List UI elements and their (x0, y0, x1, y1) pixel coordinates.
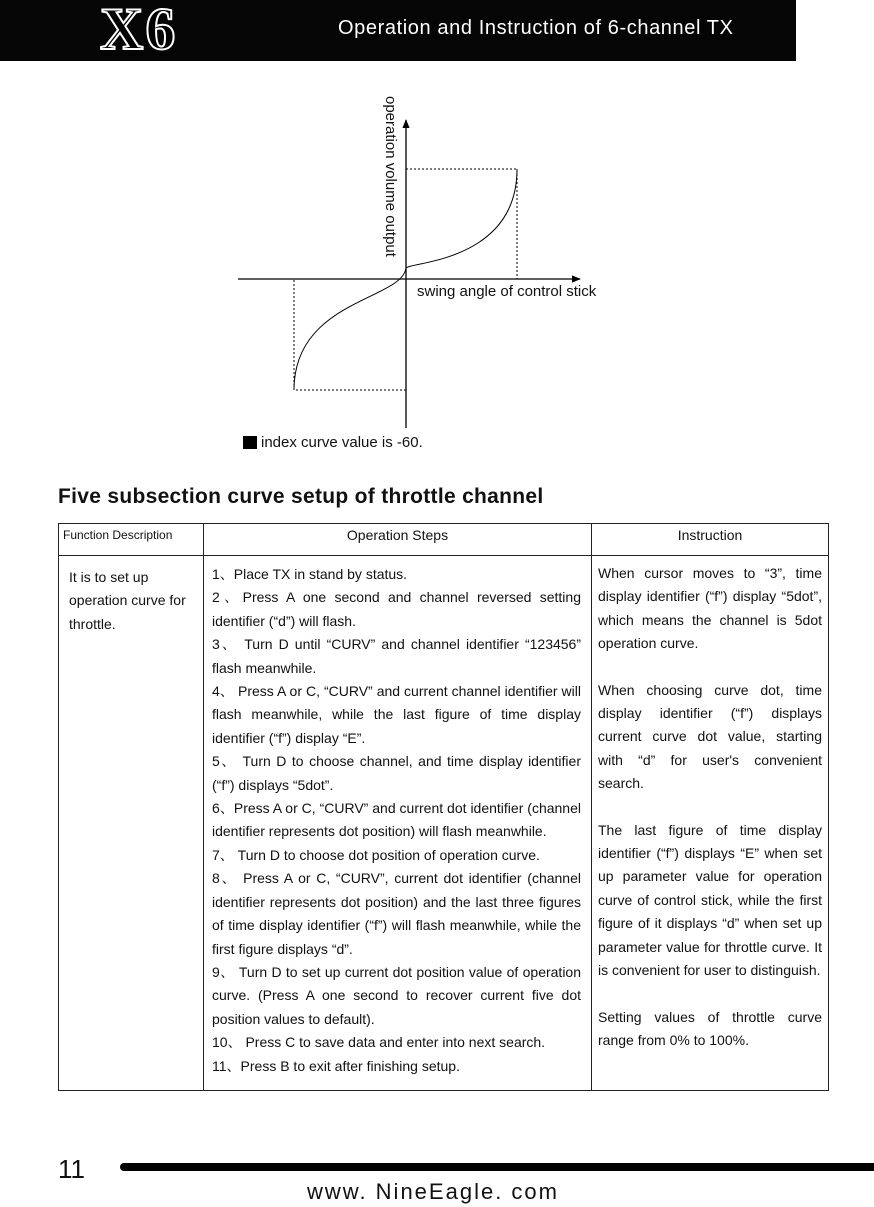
step-item: 6、Press A or C, “CURV” and current dot identifier (channel identifier represents dot position) will flash meanwhile. (212, 800, 581, 840)
footer-divider (120, 1163, 874, 1171)
step-item: 5、 Turn D to choose channel, and time display identifier (“f”) displays “5dot”. (212, 753, 581, 793)
header-operation-steps: Operation Steps (204, 524, 592, 556)
step-item: 3、 Turn D until “CURV” and channel identifier “123456” flash meanwhile. (212, 636, 581, 676)
website-url: www. NineEagle. com (307, 1179, 559, 1204)
figure-caption (243, 434, 423, 451)
legend-square-icon (243, 436, 257, 449)
step-item: 1、Place TX in stand by status. (212, 566, 408, 582)
table-row (59, 556, 829, 1091)
throttle-curve-table (58, 523, 829, 1091)
section-title: Five subsection curve setup of throttle channel (58, 485, 544, 508)
instruction-paragraph: The last figure of time display identifier (“f”) displays “E” when set up parameter value for operation curve of control stick, while the first figure of it displays “d” when set up parameter value for throttle curve. It is convenient for user to distinguish. (598, 821, 822, 979)
page-number: 11 (58, 1154, 85, 1184)
step-item: 2、Press A one second and channel reversed setting identifier (“d”) will flash. (212, 589, 581, 629)
instruction-paragraph: When choosing curve dot, time display identifier (“f”) displays current curve dot value, starting with “d” for user's convenient search. (598, 681, 822, 792)
operation-steps-cell (204, 556, 592, 1091)
instruction-cell (592, 556, 829, 1091)
header-function-description: Function Description (59, 524, 204, 556)
index-curve-graph (0, 61, 874, 441)
step-item: 4、 Press A or C, “CURV” and current channel identifier will flash meanwhile, while the last figure of time display identifier (“f”) display “E”. (212, 683, 581, 746)
instruction-paragraph: When cursor moves to “3”, time display identifier (“f”) display “5dot”, which means the channel is 5dot operation curve. (598, 565, 822, 652)
step-item: 11、Press B to exit after finishing setup. (212, 1057, 460, 1074)
lower-limit-box (294, 279, 406, 390)
header-title: Operation and Instruction of 6-channel TX (338, 17, 734, 39)
instruction-paragraph: Setting values of throttle curve range from 0% to 100%. (598, 1008, 822, 1048)
caption-text: index curve value is -60. (261, 434, 423, 451)
step-item: 10、 Press C to save data and enter into next search. (212, 1034, 546, 1051)
header-instruction: Instruction (592, 524, 829, 556)
function-description-cell: It is to set up operation curve for throttle. (59, 556, 204, 1091)
step-item: 7、 Turn D to choose dot position of operation curve. (212, 846, 540, 863)
x-axis-label: swing angle of control stick (417, 283, 597, 300)
step-item: 8、 Press A or C, “CURV”, current dot identifier (channel identifier represents dot position) and the last three figures of time display identifier (“f”) will flash meanwhile, while the first figure displays “d”. (212, 870, 581, 957)
y-axis-label: operation volume output (382, 96, 399, 257)
x6-logo: X6 (100, 0, 178, 62)
step-item: 9、 Turn D to set up current dot position value of operation curve. (Press A one second to recover current five dot position values to default). (212, 963, 581, 1027)
upper-limit-box (406, 169, 517, 279)
